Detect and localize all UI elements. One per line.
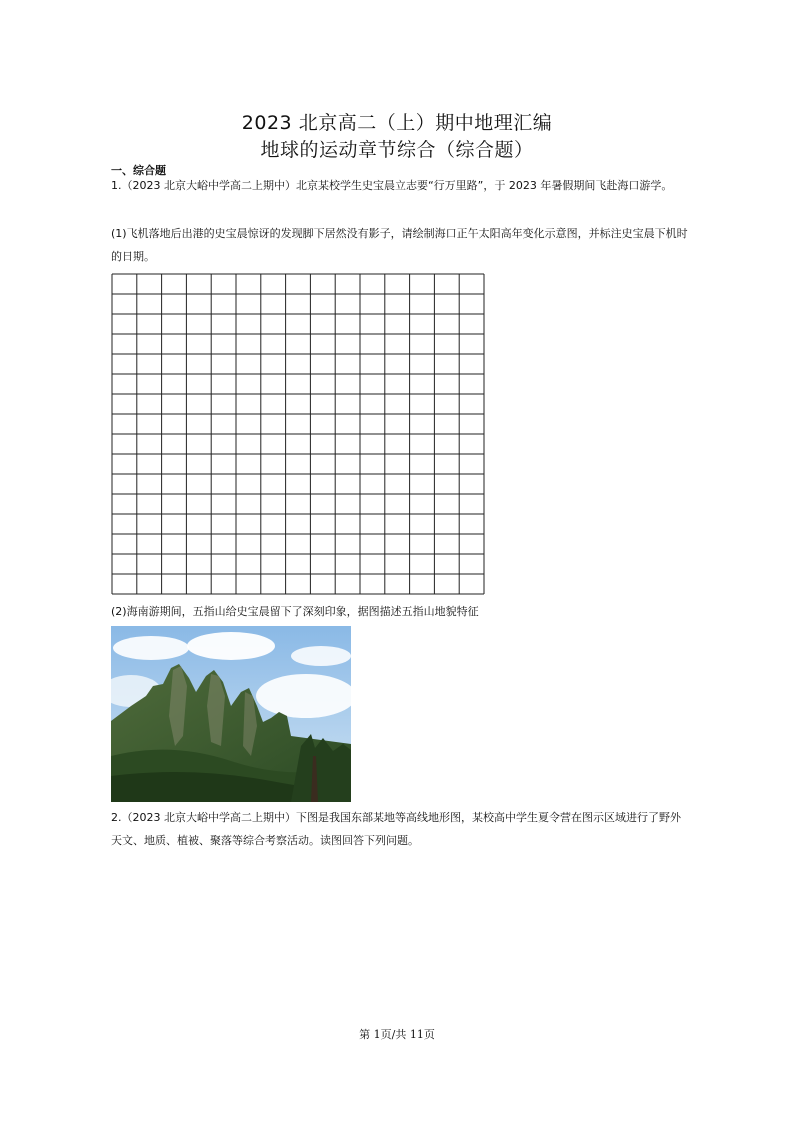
question-1-stem: 1.（2023 北京大峪中学高二上期中）北京某校学生史宝晨立志要“行万里路”，于 2023 年暑假期间飞赴海口游学。 (111, 179, 673, 192)
question-1-part-1: (1)飞机落地后出港的史宝晨惊讶的发现脚下居然没有影子，请绘制海口正午太阳高年变化示意图，并标注史宝晨下机时的日期。 (111, 227, 688, 263)
answer-grid[interactable] (111, 273, 485, 595)
question-1-part-2: (2)海南游期间，五指山给史宝晨留下了深刻印象，据图描述五指山地貌特征 (111, 605, 479, 618)
question-2-stem: 2.（2023 北京大峪中学高二上期中）下图是我国东部某地等高线地形图，某校高中学生夏令营在图示区域进行了野外天文、地质、植被、聚落等综合考察活动。读图回答下列问题。 (111, 811, 681, 847)
page-footer: 第 1页/共 11页 (359, 1028, 435, 1041)
page-title-line2: 地球的运动章节综合（综合题） (260, 139, 534, 161)
page-title-line1: 2023 北京高二（上）期中地理汇编 (241, 112, 553, 134)
wuzhi-mountain-photo (111, 626, 351, 802)
section-heading: 一、综合题 (111, 164, 166, 177)
